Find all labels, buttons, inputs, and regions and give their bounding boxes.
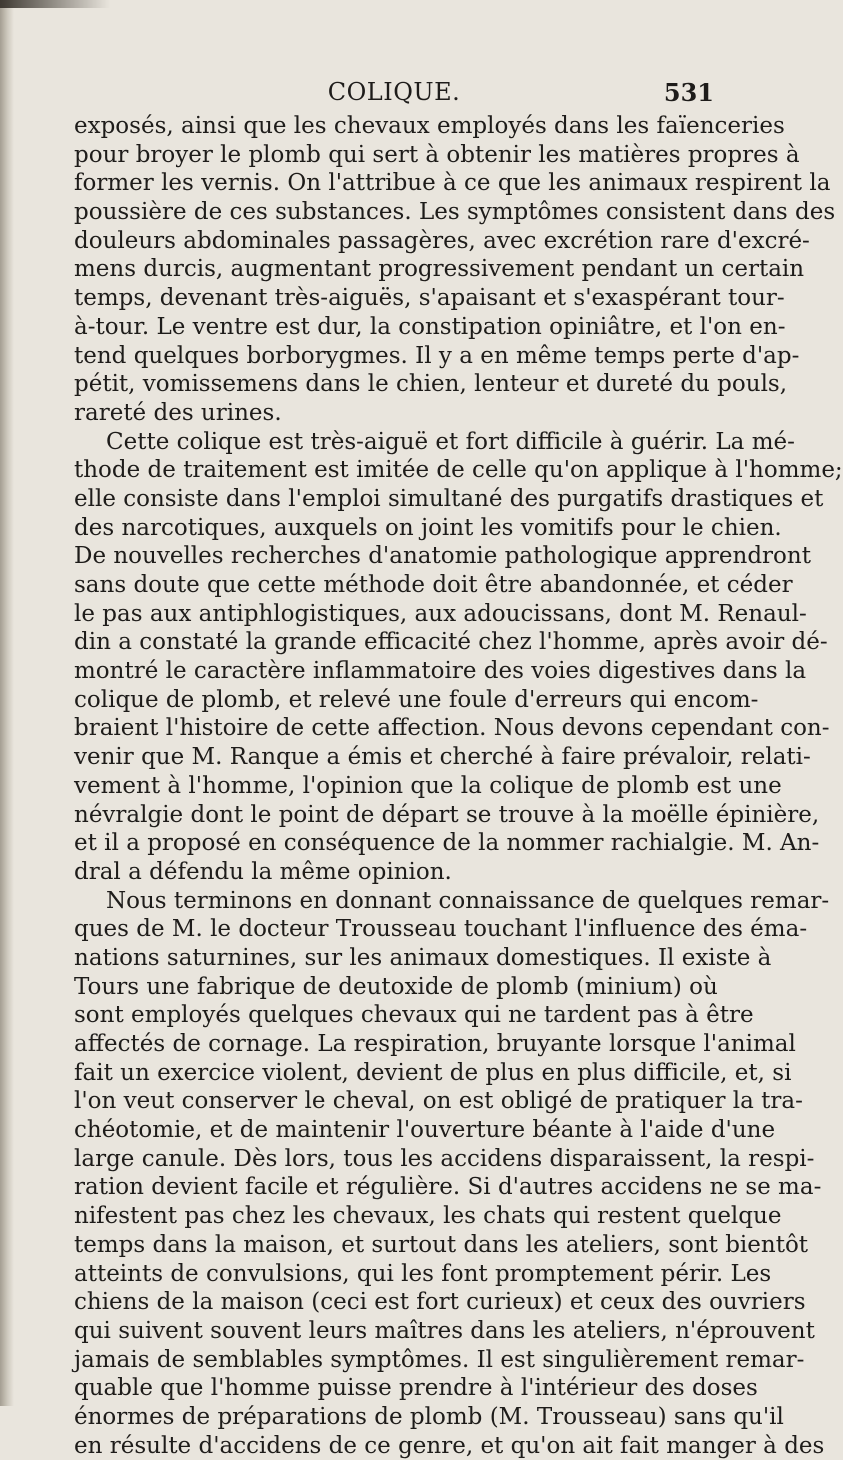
text-line: quable que l'homme puisse prendre à l'intérieur des doses [74, 1375, 758, 1402]
text-line: poussière de ces substances. Les symptômes consistent dans des [74, 199, 836, 226]
text-line: ration devient facile et régulière. Si d'autres accidens ne se ma- [74, 1174, 822, 1201]
text-line: des narcotiques, auxquels on joint les vomitifs pour le chien. [74, 514, 782, 541]
text-line: colique de plomb, et relevé une foule d'erreurs qui encom- [74, 686, 759, 713]
text-line: temps, devenant très-aiguës, s'apaisant et s'exaspérant tour- [74, 285, 785, 312]
text-line: affectés de cornage. La respiration, bruyante lorsque l'animal [74, 1031, 796, 1057]
running-head: COLIQUE. [327, 78, 461, 106]
text-line: Nous terminons en donnant connaissance de quelques remar- [106, 887, 830, 914]
text-line: chéotomie, et de maintenir l'ouverture béante à l'aide d'une [74, 1117, 776, 1144]
text-line: temps dans la maison, et surtout dans les ateliers, sont bientôt [74, 1231, 809, 1258]
page-corner-shadow [0, 0, 110, 8]
text-line: din a constaté la grande efficacité chez l'homme, après avoir dé- [74, 629, 828, 656]
page-edge-shadow [0, 0, 14, 1406]
text-line: large canule. Dès lors, tous les accidens disparaissent, la respi- [74, 1145, 815, 1172]
text-line: névralgie dont le point de départ se trouve à la moëlle épinière, [74, 801, 820, 828]
text-line: l'on veut conserver le cheval, on est obligé de pratiquer la tra- [74, 1088, 803, 1115]
text-line: chiens de la maison (ceci est fort curieux) et ceux des ouvriers [74, 1289, 806, 1316]
text-line: venir que M. Ranque a émis et cherché à faire prévaloir, relati- [74, 744, 811, 771]
text-line: vement à l'homme, l'opinion que la colique de plomb est une [74, 772, 782, 799]
text-line: braient l'histoire de cette affection. Nous devons cependant con- [74, 715, 830, 742]
text-line: fait un exercice violent, devient de plus en plus difficile, et, si [74, 1059, 792, 1086]
text-line: montré le caractère inflammatoire des voies digestives dans la [74, 658, 807, 685]
text-line: qui suivent souvent leurs maîtres dans les ateliers, n'éprouvent [74, 1317, 815, 1344]
text-line: le pas aux antiphlogistiques, aux adoucissans, dont M. Renaul- [74, 600, 807, 627]
text-line: jamais de semblables symptômes. Il est singulièrement remar- [74, 1346, 805, 1373]
text-line: Cette colique est très-aiguë et fort difficile à guérir. La mé- [106, 428, 795, 455]
text-line: rareté des urines. [74, 399, 282, 426]
page-number: 531 [663, 78, 714, 107]
text-line: dral a défendu la même opinion. [74, 858, 452, 885]
page-header [74, 78, 714, 112]
text-line: et il a proposé en conséquence de la nommer rachialgie. M. An- [74, 830, 820, 857]
body-text [74, 112, 843, 1460]
text-line: tend quelques borborygmes. Il y a en même temps perte d'ap- [74, 342, 800, 369]
text-line: thode de traitement est imitée de celle qu'on applique à l'homme; [74, 457, 843, 484]
text-line: ques de M. le docteur Trousseau touchant l'influence des éma- [74, 916, 808, 943]
text-line: nations saturnines, sur les animaux domestiques. Il existe à [74, 944, 772, 971]
text-line: en résulte d'accidens de ce genre, et qu'on ait fait manger à des [74, 1432, 825, 1459]
text-line: énormes de préparations de plomb (M. Trousseau) sans qu'il [74, 1403, 784, 1430]
text-line: atteints de convulsions, qui les font promptement périr. Les [74, 1260, 772, 1287]
text-line: à-tour. Le ventre est dur, la constipation opiniâtre, et l'on en- [74, 313, 786, 340]
text-line: exposés, ainsi que les chevaux employés dans les faïenceries [74, 113, 785, 139]
text-line: mens durcis, augmentant progressivement pendant un certain [74, 256, 805, 283]
text-line: Tours une fabrique de deutoxide de plomb (minium) où [74, 973, 718, 1000]
text-line: pétit, vomissemens dans le chien, lenteur et dureté du pouls, [74, 371, 788, 398]
text-line: nifestent pas chez les chevaux, les chats qui restent quelque [74, 1203, 782, 1230]
text-line: elle consiste dans l'emploi simultané des purgatifs drastiques et [74, 485, 824, 512]
text-line: De nouvelles recherches d'anatomie pathologique apprendront [74, 543, 811, 570]
text-line: pour broyer le plomb qui sert à obtenir les matières propres à [74, 141, 800, 168]
text-line: former les vernis. On l'attribue à ce que les animaux respirent la [74, 170, 831, 197]
text-line: sans doute que cette méthode doit être abandonnée, et céder [74, 572, 793, 598]
text-line: douleurs abdominales passagères, avec excrétion rare d'excré- [74, 227, 810, 254]
text-line: sont employés quelques chevaux qui ne tardent pas à être [74, 1002, 754, 1029]
